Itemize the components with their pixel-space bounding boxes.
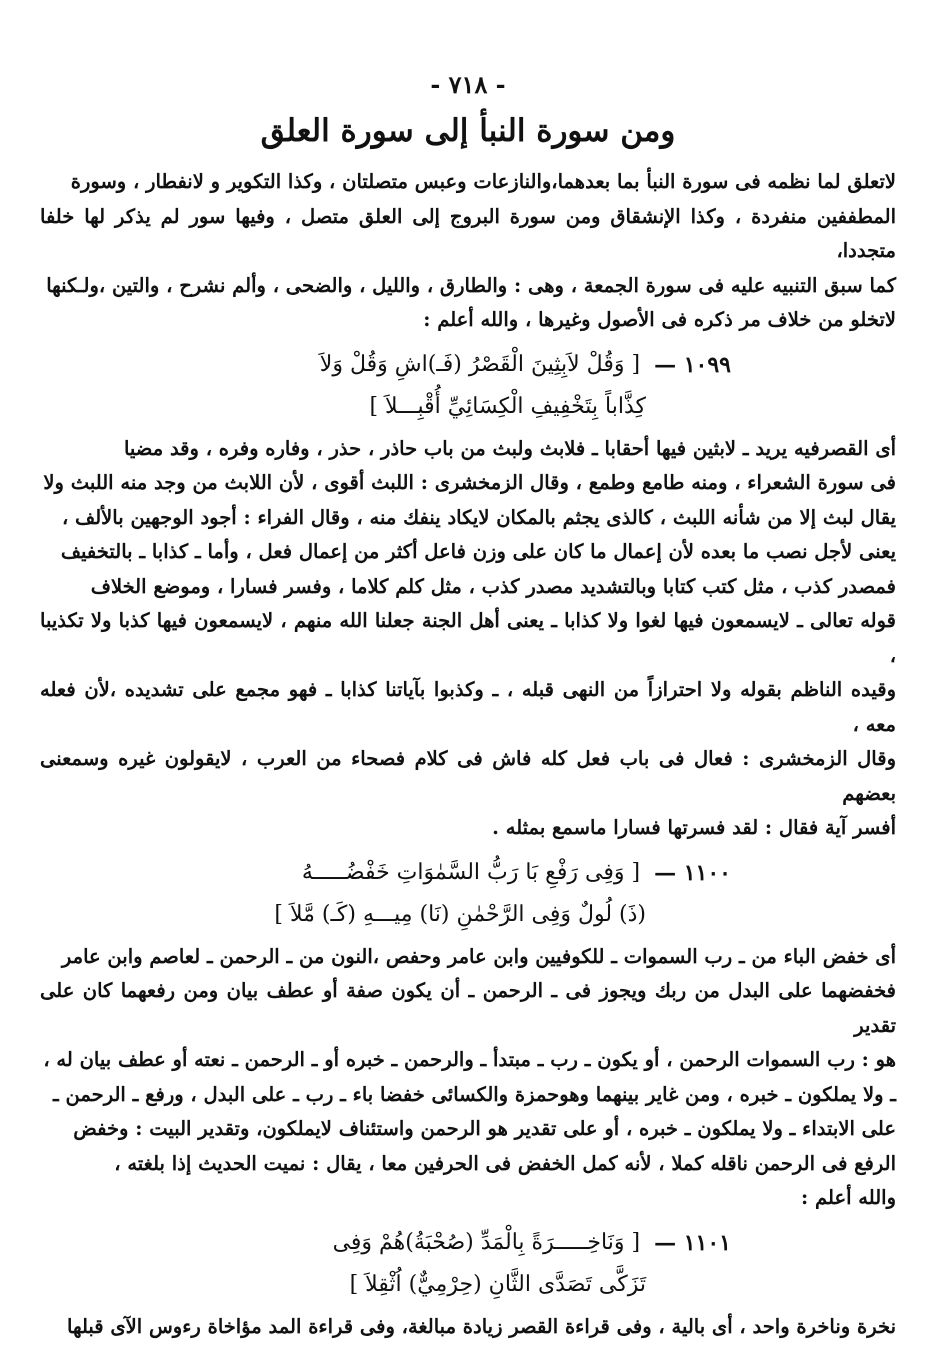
- verse-line: [ وَفِى رَفْعِ بَا رَبُّ السَّمٰوَاتِ خَفْضُـــــهُ: [301, 860, 641, 885]
- text-line: فمصدر كذب ، مثل كتب كتابا وبالتشديد مصدر كذب ، مثل كلم كلاما ، وفسر فسارا ، وموضع الخلاف: [90, 574, 896, 598]
- verse-number: ١١٠١ —: [654, 1229, 731, 1256]
- commentary-paragraph: [40, 1310, 896, 1345]
- verse-line: تَزَكَّى تَصَدَّى الثَّانِ (حِرْمِيٌّ) اُثْقِلاَ ]: [349, 1272, 646, 1297]
- text-line: قوله تعالى ـ لايسمعون فيها لغوا ولا كذابا ـ يعنى أهل الجنة جعلنا الله منهم ، لايسمعون فيها كذبا ولا تكذيبا ،: [40, 609, 896, 667]
- verse-line: (ذَ) لُولٌ وَفِى الرَّحْمٰنِ (نَا) مِيـــهِ (كَـ) مَّلاَ ]: [274, 902, 646, 927]
- page-number: - ٧١٨ -: [430, 70, 506, 99]
- section-title: ومن سورة النبأ إلى سورة العلق: [260, 113, 676, 149]
- text-line: المطففين منفردة ، وكذا الإنشقاق ومن سورة البروج إلى العلق متصل ، وفيها سور لم يذكر لها خلفا متجددا،: [40, 204, 896, 262]
- intro-paragraph: [40, 165, 896, 338]
- text-line: لاتخلو من خلاف مر ذكره فى الأصول وغيرها ، والله أعلم :: [423, 308, 896, 331]
- commentary-paragraph: [40, 432, 896, 846]
- verse-1099: [40, 344, 896, 428]
- text-line: وقال الزمخشرى : فعال فى باب فعل كله فاش فى كلام فصحاء من العرب ، لايقولون غيره وسمعنى بعضهم: [40, 747, 896, 805]
- verse-1101: [40, 1222, 896, 1306]
- verse-1100: [40, 852, 896, 936]
- verse-number: ١١٠٠ —: [654, 859, 731, 886]
- text-line: ـ ولا يملكون ـ خبره ، ومن غاير بينهما وهوحمزة والكسائى خفضا باء ـ رب ـ على البدل ، ورفع ـ الرحمن ـ: [53, 1082, 896, 1106]
- text-line: والله أعلم :: [801, 1186, 896, 1209]
- text-line: أى القصرفيه يريد ـ لابثين فيها أحقابا ـ فلابث ولبث من باب حاذر ، حذر ، وفاره وفره ، وقد مضيا: [123, 436, 896, 460]
- verse-line: كِذَّاباً بِتَخْفِيفِ الْكِسَائِيِّ أُقْبِـــلاَ ]: [369, 394, 646, 419]
- commentary-paragraph: [40, 940, 896, 1216]
- text-line: على الابتداء ـ ولا يملكون ـ خبره ، أو على تقدير هو الرحمن واستئناف لايملكون، وتقدير البيت : وخفض: [73, 1117, 896, 1140]
- verse-line: [ وَنَاخِـــــرَةً بِالْمَدِّ (صُحْبَةُ)هُمْ وَفِى: [332, 1230, 641, 1255]
- verse-line: [ وَقُلْ لاَبِثِينَ الْقَصْرُ (فَـ)اشِ وَقُلْ وَلاَ: [319, 352, 641, 377]
- text-line: يقال لبث إلا من شأنه اللبث ، كالذى يجثم بالمكان لايكاد ينفك منه ، وقال الفراء : أجود الوجهين بالألف ،: [61, 505, 896, 529]
- text-line: هو : رب السموات الرحمن ، أو يكون ـ رب ـ مبتدأ ـ والرحمن ـ خبره أو ـ الرحمن ـ نعته أو عطف بيان له ،: [43, 1048, 896, 1071]
- text-line: لاتعلق لما نظمه فى سورة النبأ بما بعدهما،والنازعات وعبس متصلتان ، وكذا التكوير و لانفطار ، وسورة: [70, 170, 896, 193]
- text-line: فخفضهما على البدل من ربك ويجوز فى ـ الرحمن ـ أن يكون صفة أو عطف بيان ومن رفعهما كان على تقدير: [40, 979, 896, 1037]
- text-line: أى خفض الباء من ـ رب السموات ـ للكوفيين وابن عامر وحفص ،النون من ـ الرحمن ـ لعاصم وابن عامر: [61, 944, 896, 968]
- text-line: وقيده الناظم بقوله ولا احترازاً من النهى قبله ، ـ وكذبوا بآياتنا كذابا ـ فهو مجمع على تشديده ،لأن فعله معه ،: [40, 678, 896, 736]
- text-line: الرفع فى الرحمن ناقله كملا ، لأنه كمل الخفض فى الحرفين معا ، يقال : نميت الحديث إذا بلغته ،: [114, 1151, 896, 1175]
- text-line: يعنى لأجل نصب ما بعده لأن إعمال ما كان على وزن فاعل أكثر من إعمال فعل ، وأما ـ كذابا ـ بالتخفيف: [60, 540, 896, 563]
- text-line: فى سورة الشعراء ، ومنه طامع وطمع ، وقال الزمخشرى : اللبث أقوى ، لأن اللابث من وجد منه اللبث ولا: [43, 471, 896, 494]
- verse-number: ١٠٩٩ —: [654, 351, 731, 378]
- text-line: كما سبق التنبيه عليه فى سورة الجمعة ، وهى : والطارق ، والليل ، والضحى ، وألم نشرح ، والتين ،ولـكنها: [46, 273, 896, 297]
- text-line: أفسر آية فقال : لقد فسرتها فسارا ماسمع بمثله .: [492, 816, 896, 839]
- text-line: نخرة وناخرة واحد ، أى بالية ، وفى قراءة القصر زيادة مبالغة، وفى قراءة المد مؤاخاة رءوس الآى قبلها: [67, 1314, 896, 1338]
